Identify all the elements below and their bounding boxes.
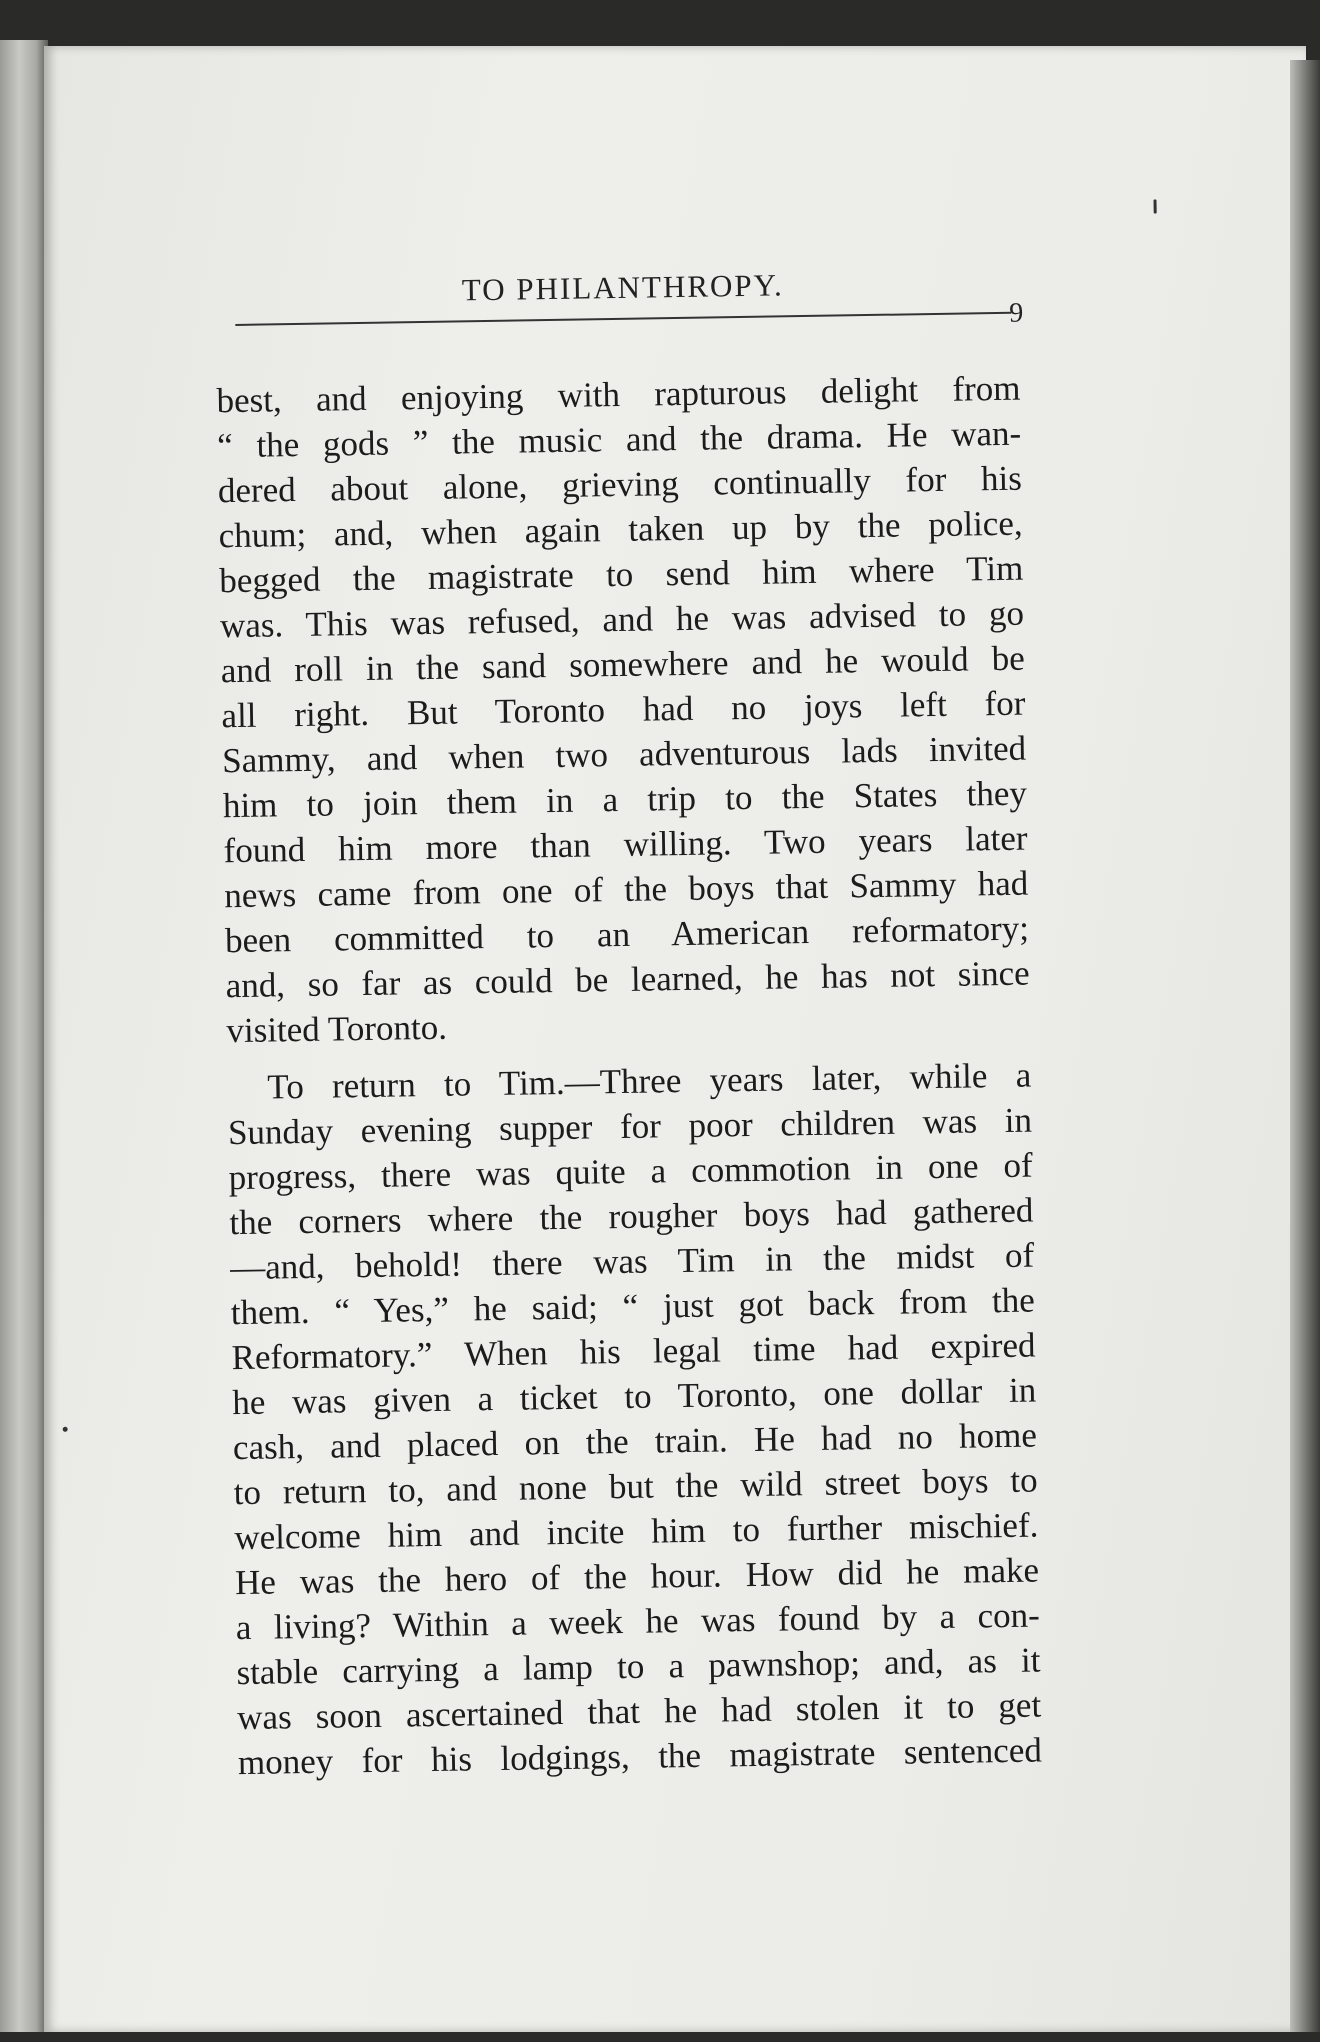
text-line: “ the gods ” the music and the drama. He wan-: [216, 413, 1022, 466]
running-head: TO PHILANTHROPY.: [461, 267, 785, 308]
paper-speck: [63, 1427, 68, 1432]
body-text: [216, 366, 1042, 1785]
text-line: been committed to an American reformatory;: [224, 908, 1030, 961]
text-line: welcome him and incite him to further mischief.: [234, 1505, 1039, 1558]
paper-speck: [1153, 199, 1156, 213]
text-line: money for his lodgings, the magistrate sentenced: [237, 1730, 1043, 1783]
text-line: to return to, and none but the wild street boys to: [233, 1460, 1038, 1513]
text-line: was soon ascertained that he had stolen it to get: [236, 1685, 1042, 1738]
text-line: To return to Tim.—Three years later, while a: [267, 1055, 1032, 1107]
text-line: Sammy, and when two adventurous lads invited: [221, 728, 1027, 781]
text-line: news came from one of the boys that Sammy had: [224, 863, 1029, 916]
paragraph: [216, 366, 1031, 1054]
text-line: stable carrying a lamp to a pawnshop; and, as it: [236, 1640, 1041, 1693]
text-line: and roll in the sand somewhere and he would be: [220, 638, 1025, 691]
text-line: him to join them in a trip to the States they: [222, 773, 1028, 826]
paragraph: [227, 1053, 1042, 1786]
text-line: cash, and placed on the train. He had no home: [232, 1415, 1038, 1468]
text-line: all right. But Toronto had no joys left for: [221, 683, 1026, 736]
text-line: chum; and, when again taken up by the police,: [218, 503, 1023, 556]
text-line: visited Toronto.: [226, 1007, 448, 1051]
text-line: —and, behold! there was Tim in the midst of: [229, 1235, 1035, 1288]
text-line: and, so far as could be learned, he has not since: [225, 953, 1030, 1006]
text-line: a living? Within a week he was found by a con-: [235, 1595, 1041, 1648]
text-line: Sunday evening supper for poor children was in: [227, 1100, 1033, 1153]
header-rule: [235, 312, 1011, 326]
text-line: Reformatory.” When his legal time had expired: [231, 1325, 1036, 1378]
page-number: 9: [1009, 297, 1024, 329]
text-line: he was given a ticket to Toronto, one dollar in: [231, 1370, 1037, 1423]
text-line: found him more than willing. Two years later: [223, 818, 1028, 871]
text-line: best, and enjoying with rapturous delight from: [216, 368, 1021, 421]
text-line: them. “ Yes,” he said; “ just got back from the: [230, 1280, 1036, 1333]
text-line: was. This was refused, and he was advised to go: [219, 593, 1025, 646]
text-line: begged the magistrate to send him where Tim: [219, 548, 1024, 601]
text-line: progress, there was quite a commotion in one of: [228, 1145, 1033, 1198]
text-line: dered about alone, grieving continually for his: [217, 458, 1023, 511]
text-line: He was the hero of the hour. How did he make: [234, 1550, 1040, 1603]
text-line: the corners where the rougher boys had gathered: [229, 1190, 1034, 1243]
